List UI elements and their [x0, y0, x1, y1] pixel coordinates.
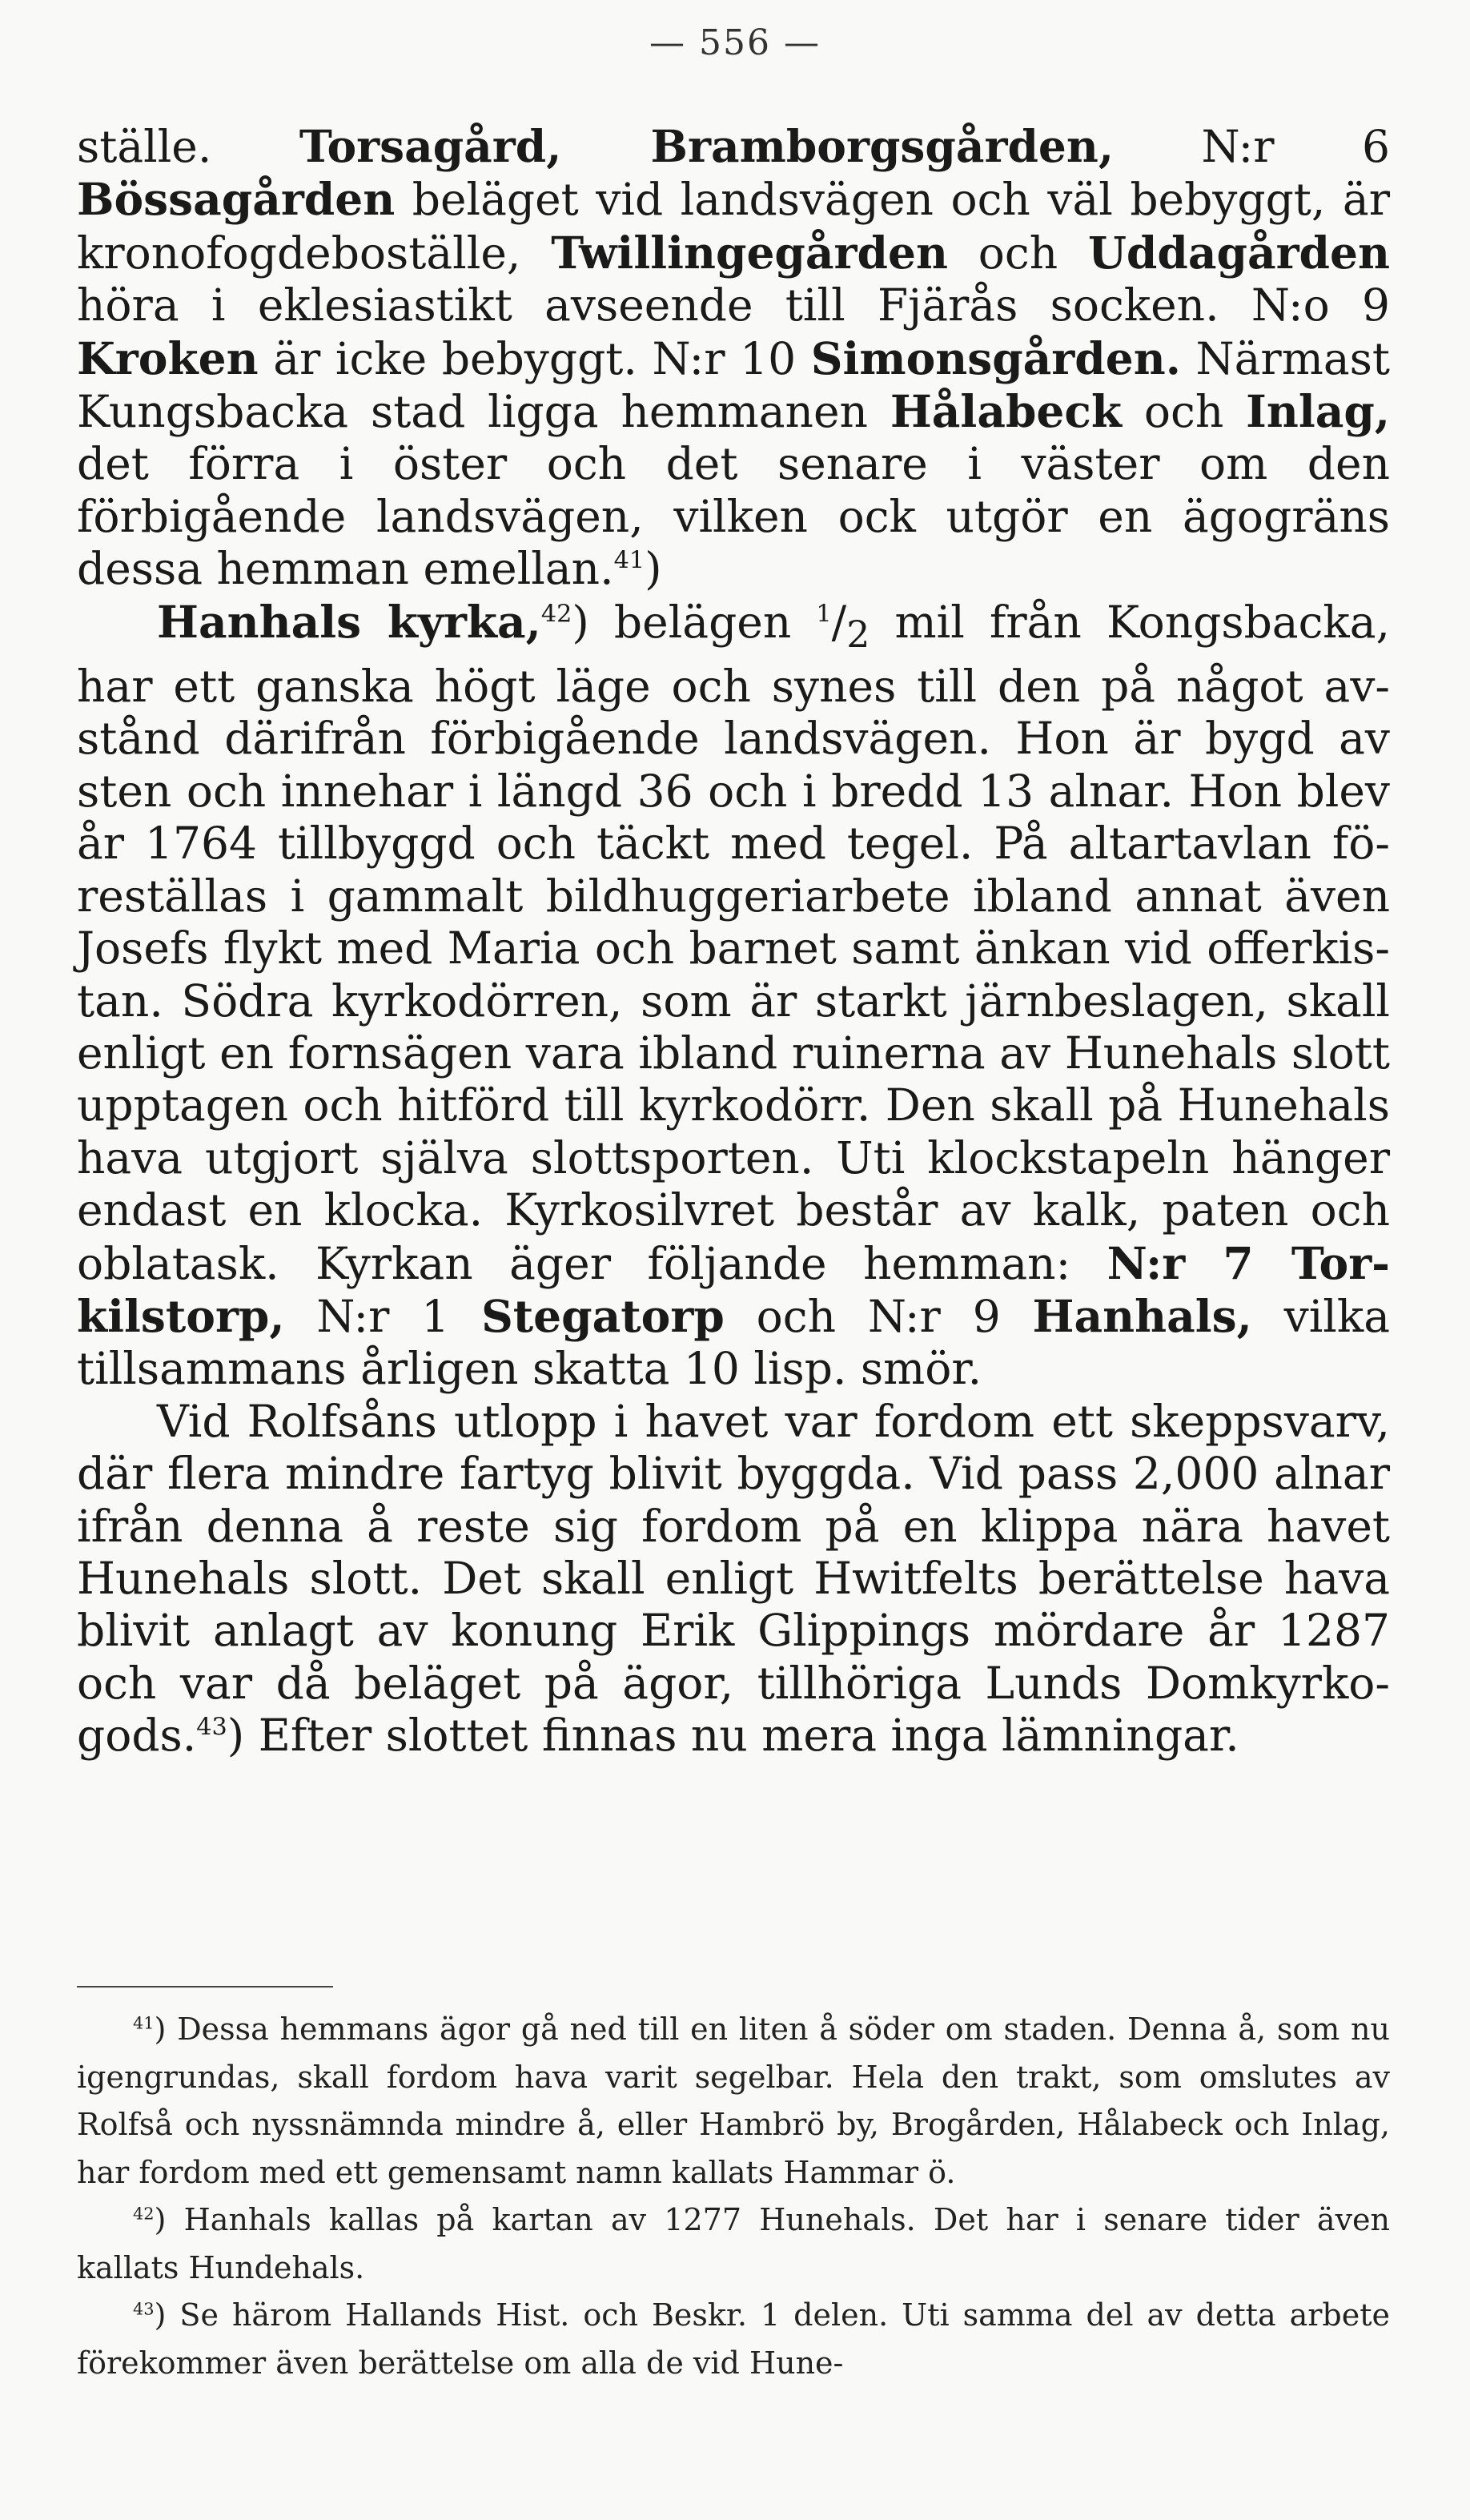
- text-run: ): [645, 543, 662, 595]
- footnote-ref[interactable]: 43: [196, 1713, 227, 1742]
- place-name: Torsagård, Bramborgsgården,: [299, 120, 1115, 172]
- place-name: Hanhals,: [1032, 1289, 1252, 1342]
- footnote-42: [77, 2196, 1390, 2292]
- fraction-separator: /: [831, 596, 847, 648]
- text-run: och: [1122, 386, 1247, 438]
- footnote-43: [77, 2292, 1390, 2387]
- paragraph-1: [77, 120, 1390, 596]
- footnote-text: Se härom Hallands Hist. och Beskr. 1 delen. Uti samma del av detta arbete förekommer även berättelse om alla de vid Hune-: [77, 2297, 1390, 2381]
- fraction-denominator: 2: [846, 612, 870, 656]
- place-name: Stegatorp: [481, 1289, 725, 1342]
- place-name: N:r 7 Torkilstorp,: [77, 1236, 1390, 1342]
- text-run: ) Efter slottet finnas nu mera inga lämningar.: [227, 1710, 1239, 1762]
- footnote-ref[interactable]: 41: [613, 546, 645, 575]
- text-run: och: [947, 227, 1088, 279]
- text-run: ställe.: [77, 121, 299, 172]
- footnote-number: 43: [133, 2299, 155, 2319]
- text-run: N:r 6: [1114, 121, 1390, 172]
- footnote-divider: [77, 1986, 333, 1987]
- place-name: Hanhals kyrka,: [157, 595, 541, 648]
- footnote-number: 41: [133, 2013, 155, 2033]
- place-name: Inlag,: [1246, 385, 1390, 438]
- footnote-number: 42: [133, 2204, 155, 2224]
- footnote-paren: ): [154, 2012, 167, 2047]
- footnote-paren: ): [154, 2297, 167, 2333]
- text-run: Närmast Kungsbacka stad ligga hemmanen: [77, 332, 1390, 438]
- text-run: ) belägen: [572, 596, 817, 648]
- text-run: höra i eklesiastikt avseende till Fjärås socken. N:o 9: [77, 279, 1390, 332]
- text-run: vilka tillsammans årligen skatta 10 lisp. smör.: [77, 1290, 1390, 1395]
- place-name: Uddagården: [1087, 226, 1390, 279]
- footnote-41: [77, 2006, 1390, 2196]
- footnote-text: Dessa hemmans ägor gå ned till en liten å söder om staden. Denna å, som nu igengrundas, skall fordom hava varit segelbar. Hela den trakt, som omslutes av Rolfså och nyssnämnda mindre å, eller Hambrö by, Brogården, Hålabeck och Inlag, har fordom med ett gemensamt namn kallats Hammar ö.: [77, 2012, 1390, 2190]
- text-run: mil från Kongsbacka, har ett ganska högt läge och synes till den på något avstånd därifrån förbigående landsvägen. Hon är bygd av sten och innehar i längd 36 och i bredd 13 alnar. Hon blev år 1764 tillbyggd och täckt med tegel. På altartavlan föreställas i gammalt bildhuggeriarbete ibland annat även Josefs flykt med Maria och barnet samt änkan vid offerkistan. Södra kyrkodörren, som är starkt järnbeslagen, skall enligt en fornsägen vara ibland ruinerna av Hunehals slott upptagen och hitförd till kyrkodörr. Den skall på Hunehals hava utgjort själva slottsporten. Uti klockstapeln hänger endast en klocka. Kyrkosilvret består av kalk, paten och oblatask. Kyrkan äger följande hemman:: [77, 596, 1390, 1289]
- paragraph-3: [77, 1396, 1390, 1762]
- place-name: Twillingegården: [551, 226, 948, 279]
- page-number: — 556 —: [649, 22, 821, 63]
- text-run: och N:r 9: [724, 1290, 1033, 1342]
- footnote-ref[interactable]: 42: [540, 600, 572, 629]
- text-run: N:r 1: [284, 1290, 482, 1342]
- place-name: Kroken: [77, 332, 259, 384]
- footnotes: [77, 2006, 1390, 2387]
- text-run: det förra i öster och det senare i väster om den förbigående landsvägen, vilken ock utgör en ägogräns dessa hemman emellan.: [77, 438, 1390, 595]
- main-text: [77, 120, 1390, 1762]
- place-name: Bössagården: [77, 173, 396, 226]
- text-run: Vid Rolfsåns utlopp i havet var fordom ett skeppsvarv, där flera mindre fartyg blivit byggda. Vid pass 2,000 alnar ifrån denna å reste sig fordom på en klippa nära havet Hunehals slott. Det skall enligt Hwitfelts berättelse hava blivit anlagt av konung Erik Glippings mördare år 1287 och var då beläget på ägor, tillhöriga Lunds Domkyrkogods.: [77, 1395, 1390, 1762]
- fraction-numerator: 1: [816, 600, 832, 629]
- text-run: är icke bebyggt. N:r 10: [258, 332, 811, 384]
- footnote-text: Hanhals kallas på kartan av 1277 Hunehals. Det har i senare tider även kallats Hundehals.: [77, 2202, 1390, 2285]
- paragraph-2: [77, 596, 1390, 1396]
- text-run: beläget vid landsvägen och väl bebyggt, är kronofogdeboställe,: [77, 174, 1390, 279]
- footnote-paren: ): [154, 2202, 167, 2237]
- place-name: Simonsgården.: [810, 332, 1181, 384]
- place-name: Hålabeck: [890, 385, 1123, 438]
